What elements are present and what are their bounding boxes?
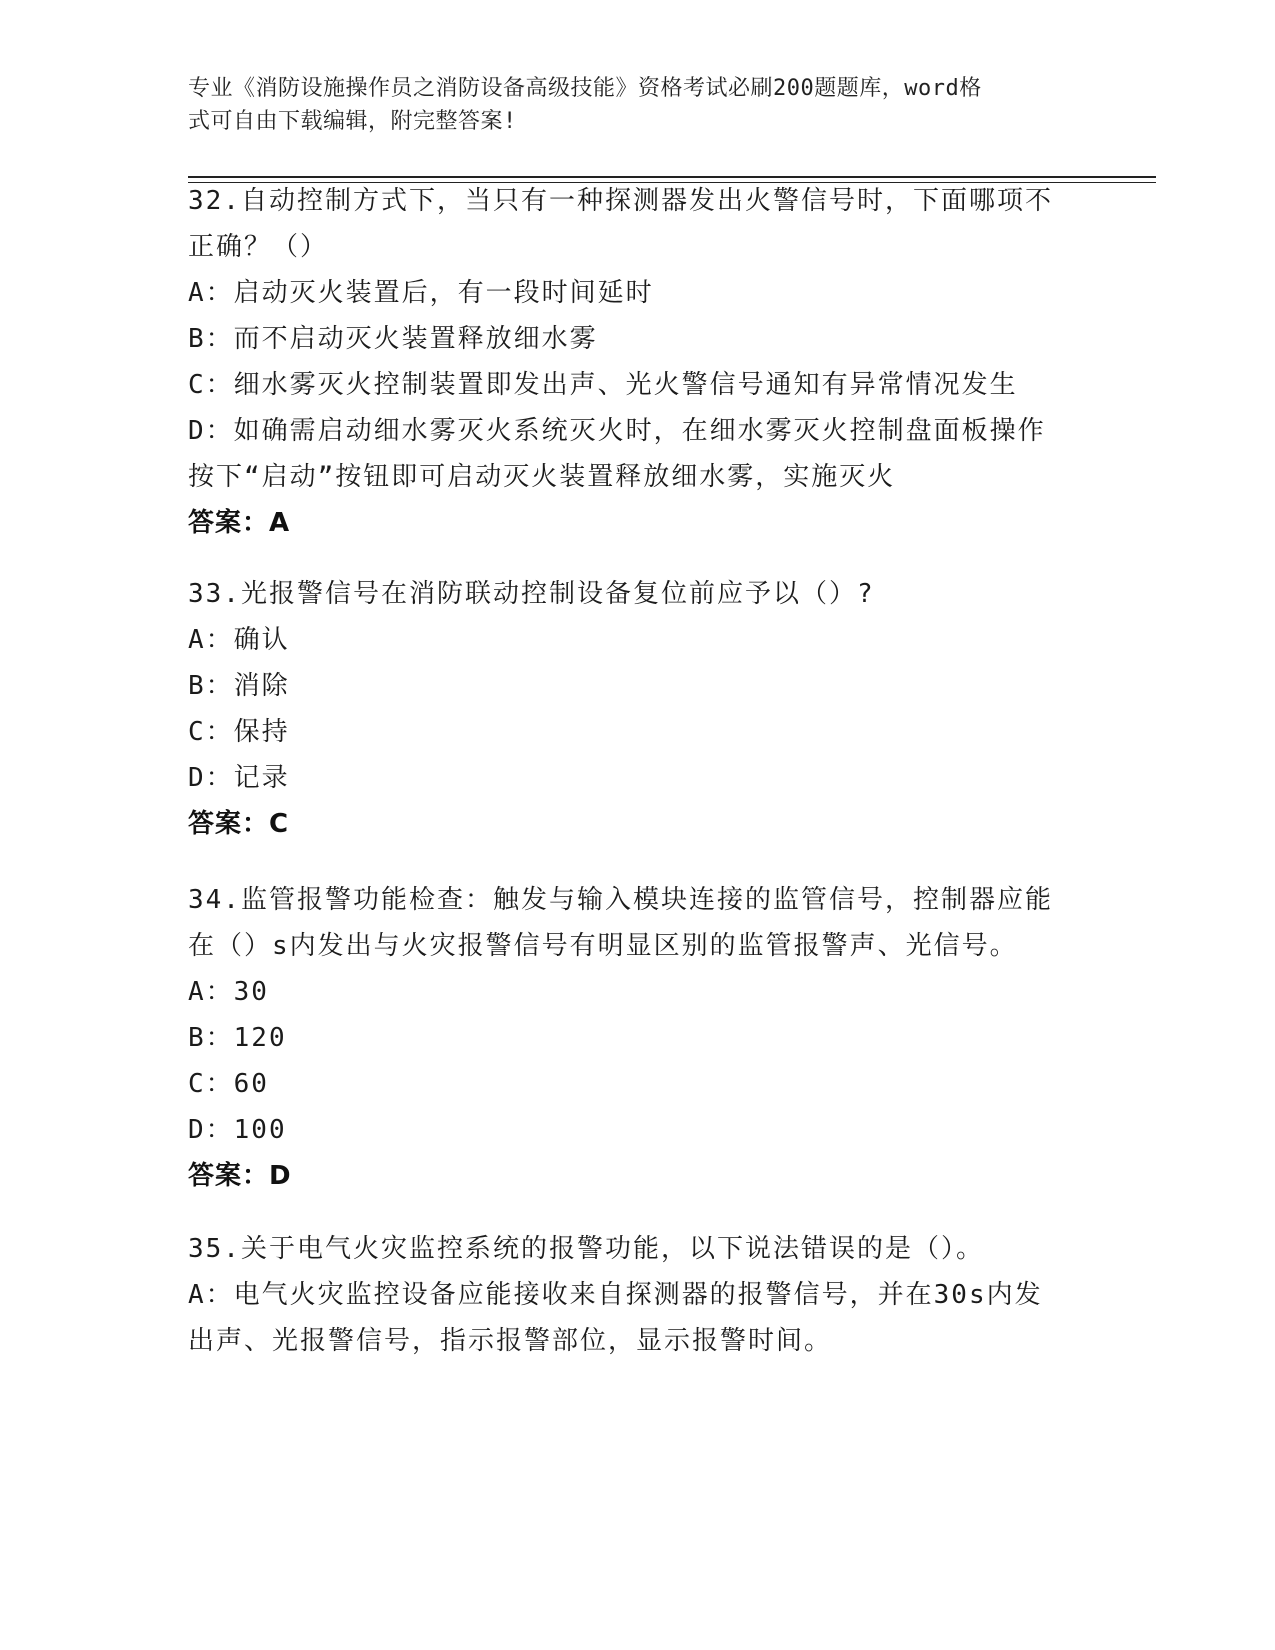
header-line-1: 专业《消防设施操作员之消防设备高级技能》资格考试必刷200题题库，word格 — [188, 76, 982, 101]
question-34 — [188, 877, 1088, 1199]
option-c: C：60 — [188, 1069, 269, 1099]
answer-line: 答案：D — [188, 1161, 292, 1191]
option-a-continued: 出声、光报警信号，指示报警部位，显示报警时间。 — [188, 1326, 833, 1356]
option-c: C：细水雾灭火控制装置即发出声、光火警信号通知有异常情况发生 — [188, 370, 1018, 400]
question-33 — [188, 571, 1088, 847]
header-line-2: 式可自由下载编辑，附完整答案! — [188, 109, 517, 134]
answer-line: 答案：C — [188, 809, 290, 839]
question-stem-line: 正确？（） — [188, 232, 329, 262]
answer-line: 答案：A — [188, 508, 291, 538]
option-a: A：电气火灾监控设备应能接收来自探测器的报警信号，并在30s内发 — [188, 1280, 1043, 1310]
question-stem-line: 32.自动控制方式下，当只有一种探测器发出火警信号时，下面哪项不 — [188, 186, 1053, 216]
question-stem-line: 在（）s内发出与火灾报警信号有明显区别的监管报警声、光信号。 — [188, 931, 1018, 961]
option-d: D：如确需启动细水雾灭火系统灭火时，在细水雾灭火控制盘面板操作 — [188, 416, 1046, 446]
question-35 — [188, 1226, 1088, 1364]
question-stem-line: 34.监管报警功能检查：触发与输入模块连接的监管信号，控制器应能 — [188, 885, 1053, 915]
option-d-continued: 按下“启动”按钮即可启动灭火装置释放细水雾，实施灭火 — [188, 462, 896, 492]
document-header — [188, 72, 1068, 138]
option-a: A：启动灭火装置后，有一段时间延时 — [188, 278, 654, 308]
option-b: B：而不启动灭火装置释放细水雾 — [188, 324, 598, 354]
question-stem-line: 33.光报警信号在消防联动控制设备复位前应予以（）? — [188, 579, 875, 609]
question-stem-line: 35.关于电气火灾监控系统的报警功能，以下说法错误的是（）。 — [188, 1234, 984, 1264]
option-d: D：记录 — [188, 763, 290, 793]
option-b: B：消除 — [188, 671, 290, 701]
question-32 — [188, 178, 1088, 546]
option-a: A：确认 — [188, 625, 290, 655]
option-d: D：100 — [188, 1115, 287, 1145]
option-b: B：120 — [188, 1023, 287, 1053]
option-a: A：30 — [188, 977, 269, 1007]
option-c: C：保持 — [188, 717, 290, 747]
